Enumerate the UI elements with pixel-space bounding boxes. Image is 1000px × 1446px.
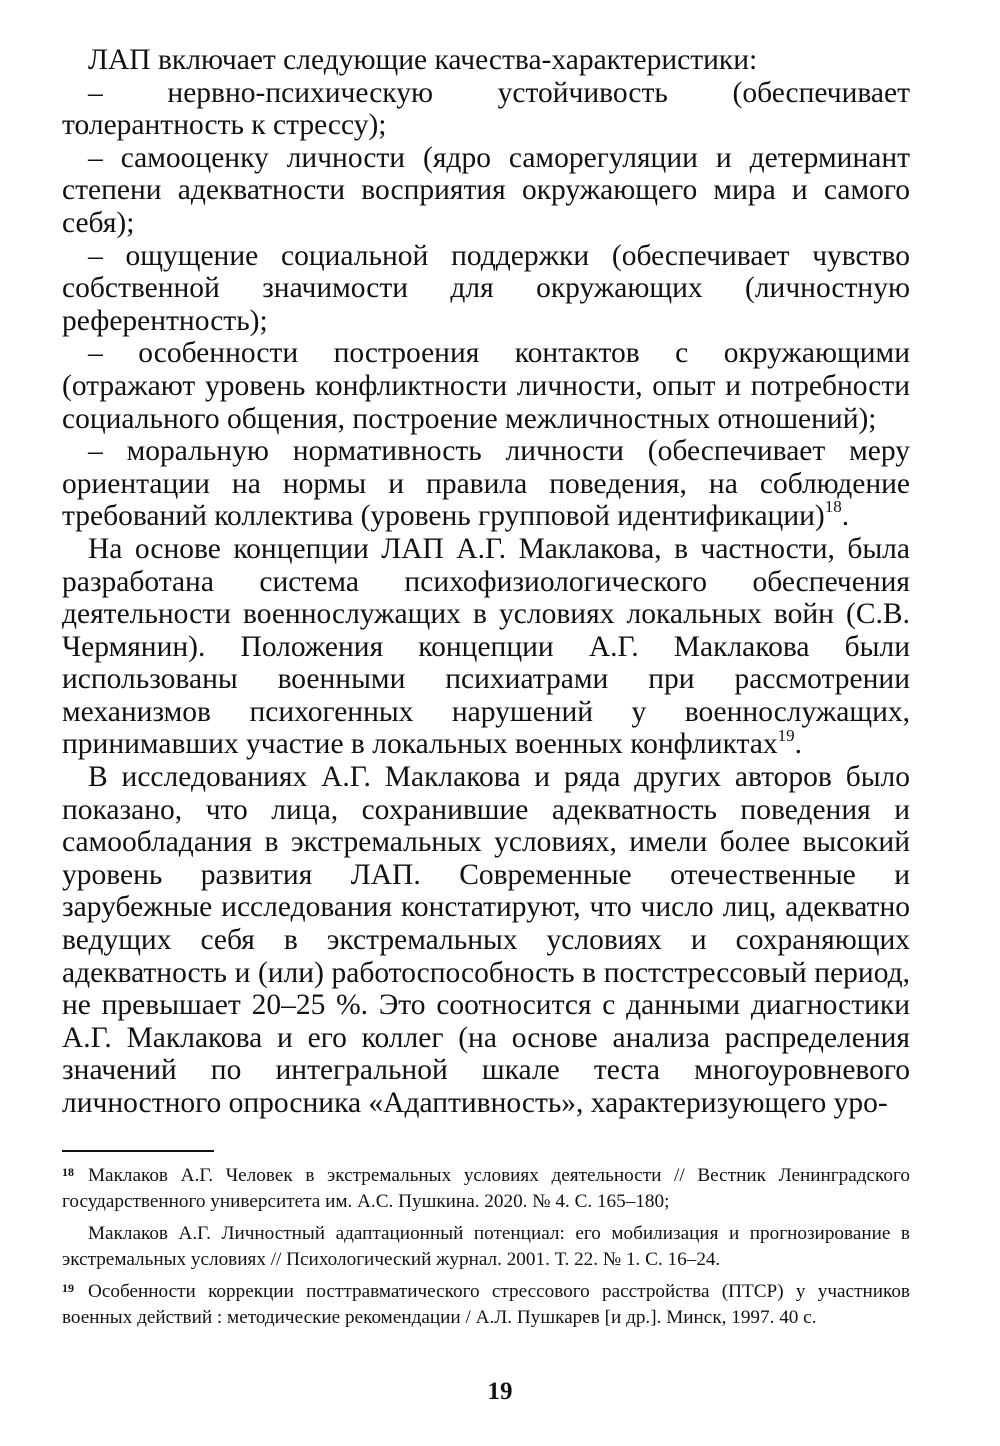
list-item-self-esteem: – самооценку личности (ядро саморегуляции и детерминант степени адекватности восприятия окружающего мира и самого себя); [62, 141, 910, 239]
main-text [62, 44, 910, 1120]
footnote-ref-19[interactable]: 19 [777, 725, 795, 745]
footnote-ref-18[interactable]: 18 [824, 497, 842, 517]
list-item-moral [62, 435, 910, 533]
paragraph-concept [62, 533, 910, 761]
footnote-mark-19: 19 [62, 1281, 74, 1295]
paragraph-research: В исследованиях А.Г. Маклакова и ряда других авторов было показано, что лица, сохранившие адекватность поведения и самообладания в экстремальных условиях, имели более высокий уровень развития ЛАП. Современные отечественные и зарубежные исследования констатируют, что число лиц, адекватно ведущих себя в экстремальных условиях и сохраняющих адекватность и (или) работоспособность в постстрессовый период, не превышает 20–25 %. Это соотносится с данными диагностики А.Г. Маклакова и его коллег (на основе анализа распределения значений по интегральной шкале теста многоуровневого личностного опросника «Адаптивность», характеризующего уро- [62, 761, 910, 1119]
footnote-mark-18: 18 [62, 1165, 74, 1179]
footnote-18-text: Маклаков А.Г. Человек в экстремальных условиях деятельности // Вестник Ленинградского государственного университета им. А.С. Пушкина. 2020. № 4. С. 165–180; [62, 1165, 910, 1212]
list-item-contacts: – особенности построения контактов с окружающими (отражают уровень конфликтности личности, опыт и потребности социального общения, построение межличностных отношений); [62, 337, 910, 435]
footnote-19-text: Особенности коррекции посттравматического стрессового расстройства (ПТСР) у участников военных действий : методические рекомендации / А.Л. Пушкарев [и др.]. Минск, 1997. 40 с. [62, 1281, 910, 1328]
footnote-18b-text: Маклаков А.Г. Личностный адаптационный потенциал: его мобилизация и прогнозирование в экстремальных условиях // Психологический журнал. 2001. Т. 22. № 1. С. 16–24. [62, 1223, 910, 1270]
list-item-social-support: – ощущение социальной поддержки (обеспечивает чувство собственной значимости для окружающих (личностную референтность); [62, 239, 910, 337]
footnote-18 [62, 1163, 910, 1215]
period: . [841, 500, 850, 533]
paragraph-intro: ЛАП включает следующие качества-характеристики: [88, 44, 758, 76]
footnote-19 [62, 1279, 910, 1331]
footnote-18-continued [62, 1221, 910, 1273]
period: . [794, 728, 802, 761]
list-item-moral-text: – моральную нормативность личности (обеспечивает меру ориентации на нормы и правила поведения, на соблюдение требований коллектива (уровень групповой идентификации) [62, 435, 910, 533]
list-item-neuro: – нервно-психическую устойчивость (обеспечивает толерантность к стрессу); [62, 76, 910, 142]
footnotes [62, 1163, 910, 1337]
paragraph-concept-text: На основе концепции ЛАП А.Г. Маклакова, в частности, была разработана система психофизиологического обеспечения деятельности военнослужащих в условиях локальных войн (С.В. Чермянин). Положения концепции А.Г. Маклакова были использованы военными психиатрами при рассмотрении механизмов психогенных нарушений у военнослужащих, принимавших участие в локальных военных конфликтах [62, 532, 910, 761]
footnote-divider [62, 1150, 214, 1152]
page-number: 19 [487, 1378, 513, 1405]
